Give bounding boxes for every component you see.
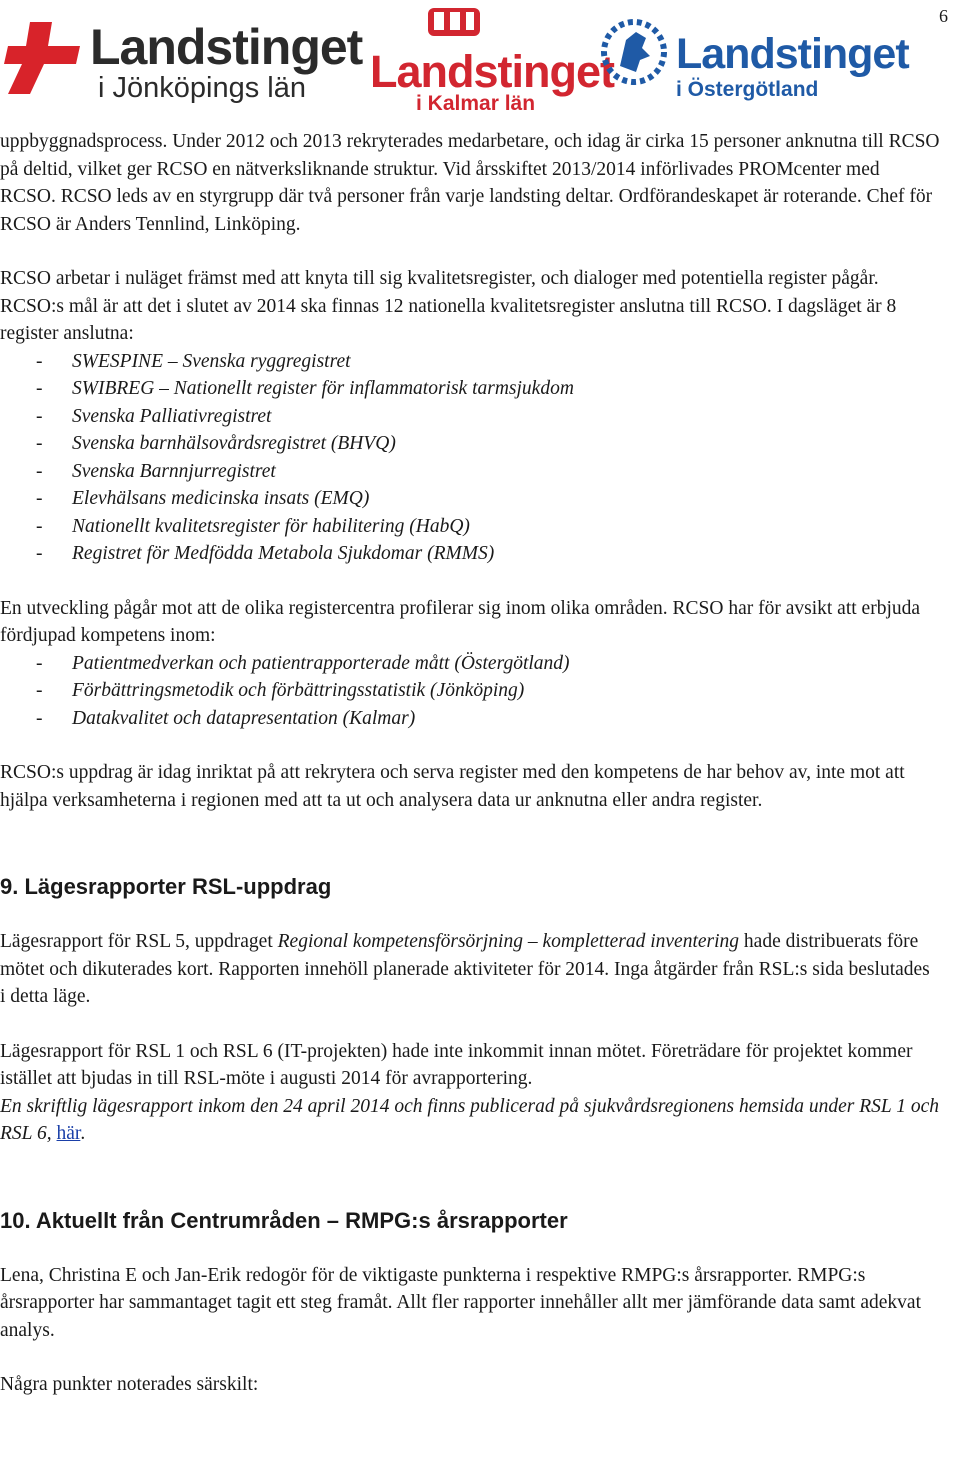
list-item: - Svenska barnhälsovårdsregistret (BHVQ) — [0, 430, 940, 458]
jonkoping-cross-logo-icon — [0, 18, 84, 96]
list-item: - Nationellt kvalitetsregister för habilitering (HabQ) — [0, 513, 940, 541]
competence-list — [0, 650, 940, 733]
p1-italic-text: Regional kompetensförsörjning – kompletterad inventering — [277, 931, 740, 952]
ostergotland-griffin-logo-icon — [596, 16, 674, 96]
section-9-paragraph-2: Lägesrapport för RSL 1 och RSL 6 (IT-projekten) hade inte inkommit innan mötet. Företrädare för projektet kommer istället att bjudas in till RSL-möte i augusti 2014 för avrapportering. — [0, 1040, 913, 1089]
list-item: - Svenska Barnnjurregistret — [0, 458, 940, 486]
intro-text: uppbyggnadsprocess. Under 2012 och 2013 rekryterades medarbetare, och idag är cirka 15 personer anknutna till RCSO på deltid, vilket ger RCSO en nätverksliknande struktur. Vid årsskiftet 2013/2014 införlivades PROMcenter med RCSO. RCSO leds av en styrgrupp där två personer från varje landsting deltar. Ordförandeskapet är roterande. Chef för RCSO är Anders Tennlind, Linköping. — [0, 131, 940, 235]
rcso-paragraph: RCSO arbetar i nuläget främst med att knyta till sig kvalitetsregister, och dialoger med potentiella register pågår. RCSO:s mål är att det i slutet av 2014 ska finnas 12 nationella kvalitetsregister anslutna till RCSO. I dagsläget är 8 register anslutna: — [0, 268, 897, 344]
ostergotland-logo-line1: Landstinget — [676, 30, 909, 78]
intro-paragraph — [0, 128, 940, 238]
list-item: - Elevhälsans medicinska insats (EMQ) — [0, 485, 940, 513]
page-number: 6 — [939, 6, 948, 26]
section-10-paragraph-1: Lena, Christina E och Jan-Erik redogör för de viktigaste punkterna i respektive RMPG:s årsrapporter. RMPG:s årsrapporter har sammantaget tagit ett steg framåt. Allt fler rapporter innehåller allt mer jämförande data samt adekvat analys. — [0, 1264, 921, 1341]
mission-paragraph: RCSO:s uppdrag är idag inriktat på att rekrytera och serva register med den kompetens de har behov av, inte mot att hjälpa verksamheterna i regionen med att ta ut och analysera data ur anknutna eller andra register. — [0, 762, 905, 811]
logo-landstinget-ostergotland — [596, 12, 926, 102]
p1-start-text: Lägesrapport för RSL 5, uppdraget — [0, 931, 278, 952]
list-item: - Datakvalitet och datapresentation (Kalmar) — [0, 705, 940, 733]
list-item: - Patientmedverkan och patientrapporterade mått (Östergötland) — [0, 650, 940, 678]
section-10-heading: 10. Aktuellt från Centrumråden – RMPG:s årsrapporter — [0, 1207, 568, 1233]
jonkoping-logo-line2: i Jönköpings län — [98, 72, 306, 104]
register-list — [0, 348, 940, 568]
kalmar-logo-line2: i Kalmar län — [416, 92, 536, 115]
jonkoping-logo-line1: Landstinget — [90, 19, 363, 75]
ostergotland-logo-line2: i Östergötland — [676, 78, 819, 101]
document-body — [0, 128, 940, 1399]
section-9-paragraph-3 — [0, 1093, 940, 1148]
list-item: - SWESPINE – Svenska ryggregistret — [0, 348, 940, 376]
logo-landstinget-kalmar — [370, 4, 614, 115]
section-9-paragraph-1 — [0, 928, 940, 1011]
list-item: - Svenska Palliativregistret — [0, 403, 940, 431]
logo-landstinget-jonkoping — [0, 10, 363, 104]
har-link[interactable]: här — [56, 1123, 81, 1144]
list-item: - SWIBREG – Nationellt register för inflammatorisk tarmsjukdom — [0, 375, 940, 403]
p3-italic-text: En skriftlig lägesrapport inkom den 24 april 2014 och finns publicerad på sjukvårdsregionens hemsida under RSL 1 och RSL 6, — [0, 1095, 940, 1144]
p1-end-text: hade distribuerats före mötet och dikuterades kort. Rapporten innehöll planerade aktiviteter för 2014. Inga åtgärder från RSL:s sida beslutades i detta läge. — [0, 931, 930, 1007]
kalmar-logo-line1: Landstinget — [370, 46, 614, 97]
development-paragraph: En utveckling pågår mot att de olika registercentra profilerar sig inom olika områden. RCSO har för avsikt att erbjuda fördjupad kompetens inom: — [0, 597, 921, 646]
kalmar-crown-logo-icon — [370, 4, 570, 48]
section-9-heading: 9. Lägesrapporter RSL-uppdrag — [0, 874, 332, 899]
section-10-paragraph-2: Några punkter noterades särskilt: — [0, 1374, 259, 1395]
p3-end-text: . — [80, 1123, 86, 1144]
list-item: - Förbättringsmetodik och förbättringsstatistik (Jönköping) — [0, 677, 940, 705]
list-item: - Registret för Medfödda Metabola Sjukdomar (RMMS) — [0, 540, 940, 568]
